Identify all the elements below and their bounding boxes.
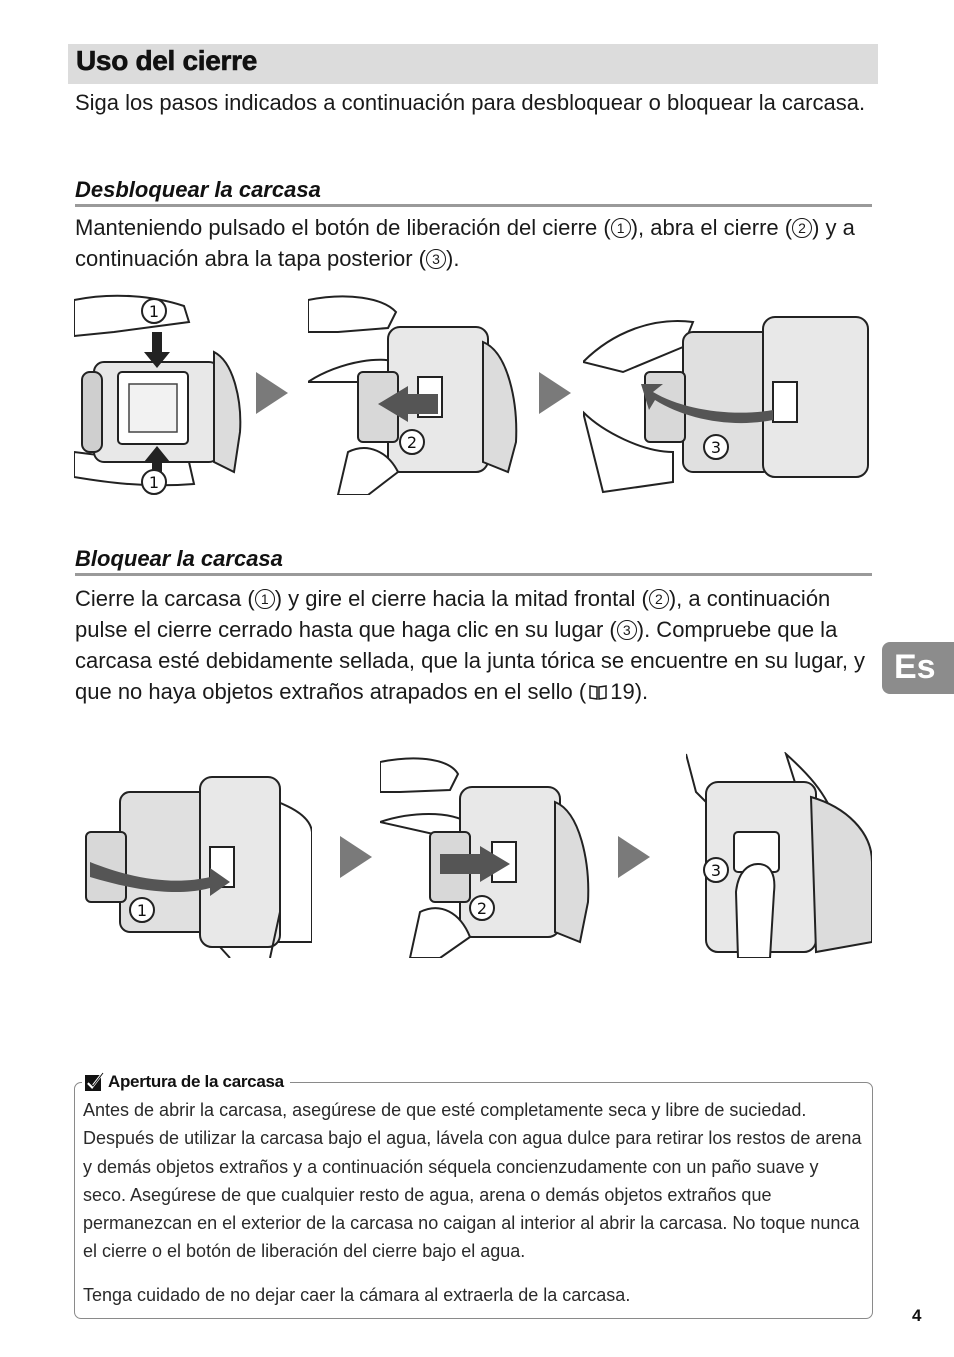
next-step-arrow-icon — [614, 832, 654, 882]
step-marker-3: 3 — [426, 249, 446, 269]
note-title: Apertura de la carcasa — [108, 1072, 284, 1091]
page-reference: 19 — [610, 679, 635, 704]
lock-step-2-illustration — [380, 752, 592, 958]
note-header — [82, 1069, 290, 1095]
note-paragraph-1: Antes de abrir la carcasa, asegúrese de que esté completamente seca y libre de suciedad. Después de utilizar la carcasa bajo el agua, lávela con agua dulce para retirar los restos de arena y demás objetos extraños y a continuación séquela concienzudamente con un paño suave y seco. Asegúrese de que cualquier resto de agua, arena o demás objetos extraños que permanezcan en el exterior de la carcasa no caigan al interior al abrir la carcasa. No toque nunca el cierre o el botón de liberación del cierre bajo el agua. — [83, 1100, 862, 1262]
illus-step-label: 3 — [710, 861, 722, 880]
step-marker-2: 2 — [649, 589, 669, 609]
lock-heading-text: Bloquear la carcasa — [75, 546, 283, 571]
next-step-arrow-icon — [252, 368, 292, 418]
illus-step-label: 1 — [148, 302, 160, 321]
unlock-step-1-illustration — [74, 292, 242, 495]
illus-step-label: 3 — [710, 438, 722, 457]
intro-text: Siga los pasos indicados a continuación para desbloquear o bloquear la carcasa. — [75, 90, 866, 115]
unlock-heading — [75, 174, 872, 207]
section-header-bar — [68, 44, 878, 84]
next-step-arrow-icon — [336, 832, 376, 882]
unlock-heading-text: Desbloquear la carcasa — [75, 177, 321, 202]
unlock-step-2-illustration — [308, 292, 520, 495]
unlock-step-3-illustration — [583, 292, 873, 495]
illus-step-label: 1 — [136, 901, 148, 920]
lock-step-1-illustration — [80, 752, 312, 958]
step-marker-1: 1 — [611, 218, 631, 238]
note-paragraph-2: Tenga cuidado de no dejar caer la cámara al extraerla de la carcasa. — [83, 1285, 631, 1305]
step-marker-2: 2 — [792, 218, 812, 238]
language-tab-label: Es — [894, 648, 936, 686]
illus-step-label: 2 — [406, 433, 418, 452]
language-tab — [882, 642, 954, 694]
lock-step-3-illustration — [686, 752, 872, 958]
section-title: Uso del cierre — [76, 45, 257, 76]
page-number: 4 — [912, 1306, 922, 1325]
illus-step-label: 1 — [148, 473, 160, 492]
lock-paragraph: Cierre la carcasa ( 1 ) y gire el cierre hacia la mitad frontal ( 2 ), a continuación pulse el cierre cerrado hasta que haga clic en su lugar ( 3 ). Compruebe que la carcasa esté debidamente sellada, que la junta tórica se encuentre en su lugar, y que no haya objetos extraños atrapados en el sello ( 19). — [75, 586, 866, 704]
lock-heading — [75, 543, 872, 576]
illus-step-label: 2 — [476, 899, 488, 918]
step-marker-1: 1 — [255, 589, 275, 609]
step-marker-3: 3 — [617, 620, 637, 640]
checkmark-icon — [84, 1072, 104, 1092]
unlock-paragraph: Manteniendo pulsado el botón de liberación del cierre ( 1 ), abra el cierre ( 2 ) y a continuación abra la tapa posterior ( 3 ). — [75, 215, 855, 271]
next-step-arrow-icon — [535, 368, 575, 418]
page-reference-book-icon — [589, 684, 607, 700]
